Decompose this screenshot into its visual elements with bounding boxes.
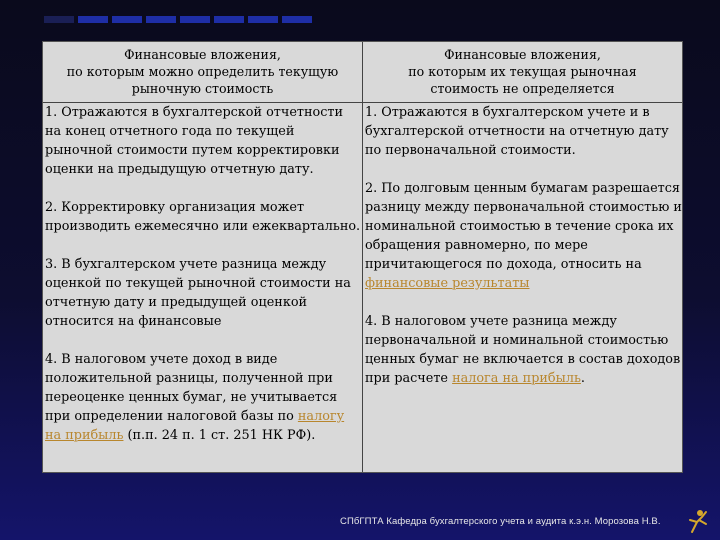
right-item-2-text: 2. По долговым ценным бумагам разрешается разницу между первоначальной стоимостью и номинальной стоимостью в течение срока их обращения равномерно, по мере причитающегося по дохода, относить на xyxy=(365,181,682,272)
right-column xyxy=(363,103,682,472)
right-item-3-tail: . xyxy=(580,371,585,386)
right-item-1: 1. Отражаются в бухгалтерском учете и в бухгалтерской отчетности на отчетную дату по первоначальной стоимости. xyxy=(365,105,669,158)
left-item-2: 2. Корректировку организация может производить ежемесячно или ежеквартально. xyxy=(45,200,361,234)
decor-bar xyxy=(214,16,244,23)
right-item-2 xyxy=(365,179,682,293)
left-item-4-tail: (п.п. 24 п. 1 ст. 251 НК РФ). xyxy=(123,428,316,443)
decor-bar xyxy=(112,16,142,23)
left-item-4 xyxy=(45,350,362,445)
decor-bar xyxy=(282,16,312,23)
decor-bar xyxy=(78,16,108,23)
tax-profit-link[interactable]: налогу на прибыль xyxy=(45,409,345,443)
header-left-line: Финансовые вложения, xyxy=(124,47,281,62)
left-item-1: 1. Отражаются в бухгалтерской отчетности на конец отчетного года по текущей рыночной стоимости путем корректировки оценки на предыдущую отчетную дату. xyxy=(45,105,344,177)
figure-logo-icon xyxy=(684,508,710,534)
left-item-4-text: 4. В налоговом учете доход в виде положительной разницы, полученной при переоценке ценных бумаг, не учитывается при определении налоговой базы по xyxy=(45,352,338,424)
left-column xyxy=(43,103,363,472)
header-right-line: стоимость не определяется xyxy=(430,81,615,96)
comparison-table xyxy=(42,41,683,473)
financial-results-link[interactable]: финансовые результаты xyxy=(365,276,530,291)
decor-bar xyxy=(146,16,176,23)
decor-bar xyxy=(248,16,278,23)
header-left xyxy=(43,42,363,103)
left-item-3: 3. В бухгалтерском учете разница между оценкой по текущей рыночной стоимости на отчетную дату и предыдущей оценкой относится на финансовые xyxy=(45,257,351,329)
decor-bar xyxy=(44,16,74,23)
header-right xyxy=(363,42,682,103)
header-left-line: по которым можно определить текущую xyxy=(66,64,339,79)
header-right-line: Финансовые вложения, xyxy=(444,47,601,62)
right-item-3 xyxy=(365,312,682,388)
footer-credit: СПбГПТА Кафедра бухгалтерского учета и аудита к.э.н. Морозова Н.В. xyxy=(340,516,661,527)
profit-tax-link[interactable]: налога на прибыль xyxy=(452,371,581,386)
header-right-line: по которым их текущая рыночная xyxy=(408,64,637,79)
header-left-line: рыночную стоимость xyxy=(131,81,274,96)
decor-bar xyxy=(180,16,210,23)
right-item-3-text: 4. В налоговом учете разница между первоначальной и номинальной стоимостью ценных бумаг не включается в состав доходов при расчете xyxy=(365,314,681,386)
decorative-top-bars xyxy=(44,16,312,23)
